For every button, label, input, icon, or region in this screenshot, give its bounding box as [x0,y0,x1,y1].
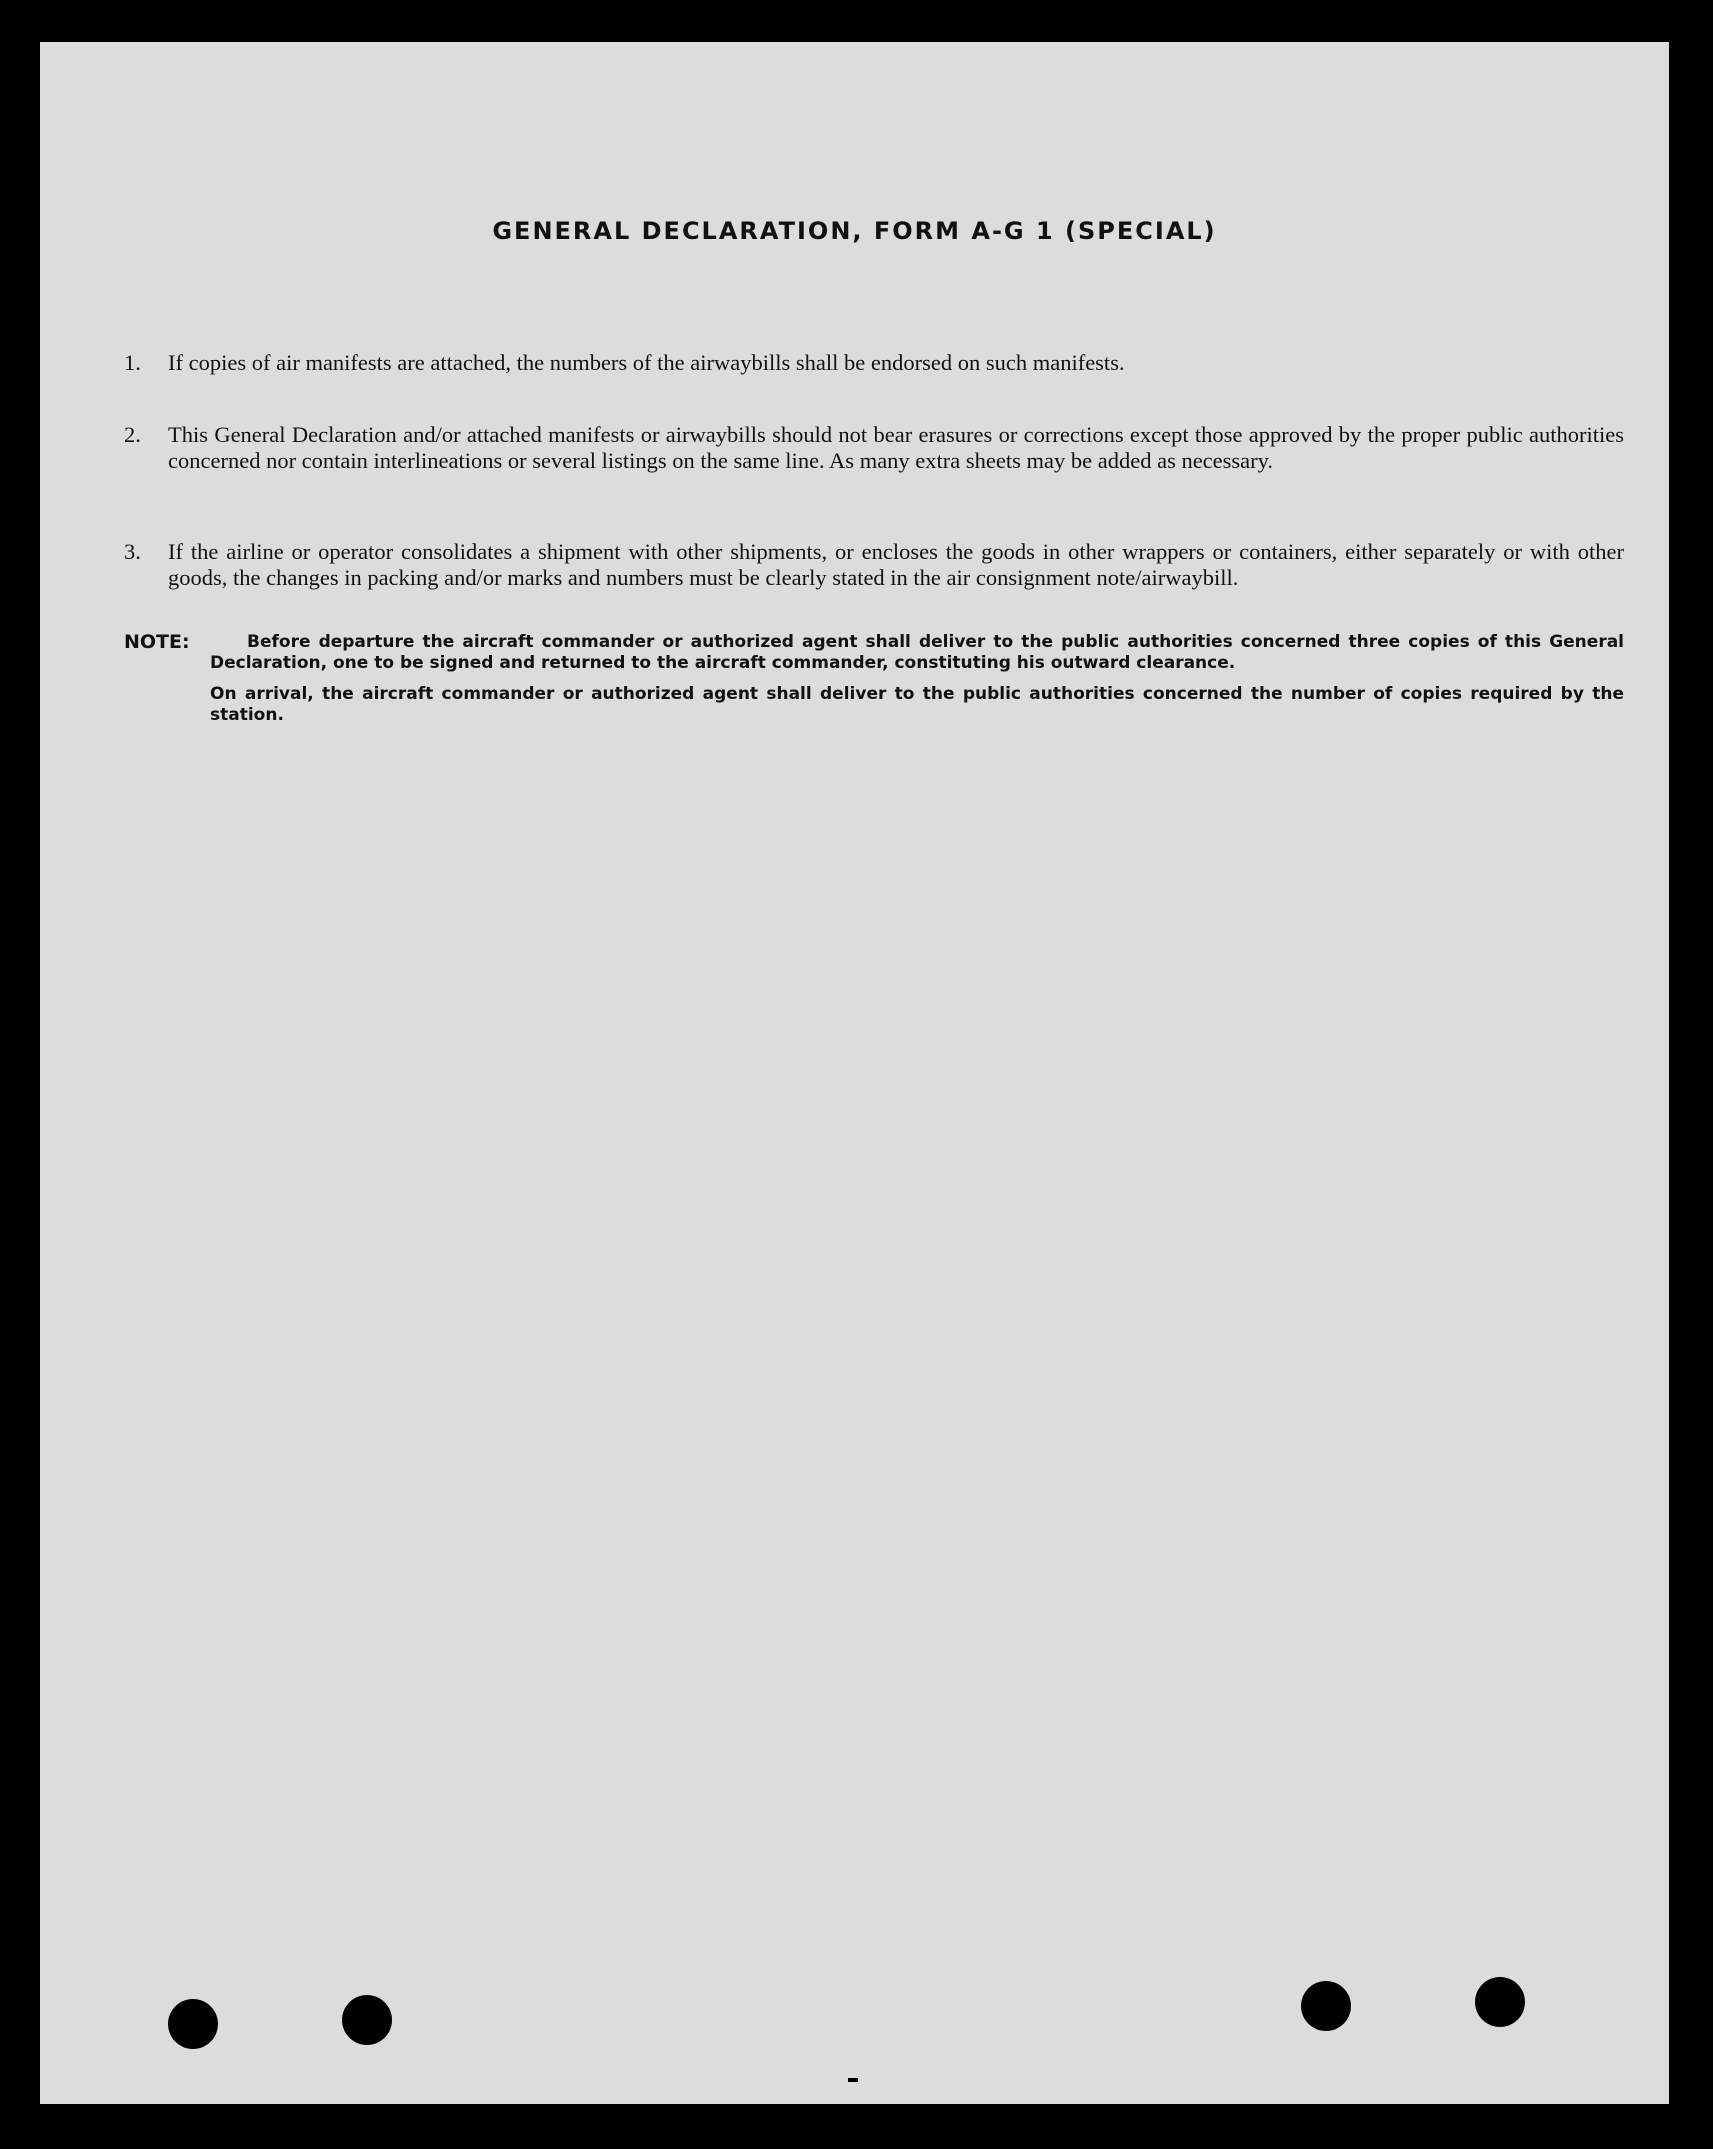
note-paragraph-arrival: On arrival, the aircraft commander or authorized agent shall deliver to the public authorities concerned the number of copies required by the station. [210,684,1624,725]
document-page [40,42,1669,2104]
item-number: 3. [124,539,141,564]
note-label: NOTE: [124,631,190,653]
item-number: 1. [124,350,141,375]
note-paragraph-departure: Before departure the aircraft commander or authorized agent shall deliver to the public authorities concerned three copies of this General Declaration, one to be signed and returned to the aircraft commander, constituting his outward clearance. [210,632,1624,673]
punch-hole-right-1 [1301,1981,1351,2031]
document-title: GENERAL DECLARATION, FORM A-G 1 (SPECIAL) [492,217,1217,245]
instruction-item-1 [124,350,1624,376]
item-text: If copies of air manifests are attached, the numbers of the airwaybills shall be endorsed on such manifests. [168,350,1125,375]
note-section [124,632,1624,726]
punch-hole-left-2 [342,1995,392,2045]
instruction-item-2 [124,422,1624,474]
scan-speck [848,2078,858,2082]
instruction-item-3 [124,539,1624,591]
item-text: If the airline or operator consolidates a shipment with other shipments, or encloses the goods in other wrappers or containers, either separately or with other goods, the changes in packing and/or marks and numbers must be clearly stated in the air consignment note/airwaybill. [168,539,1624,590]
punch-hole-left-1 [168,1999,218,2049]
punch-hole-right-2 [1475,1977,1525,2027]
item-number: 2. [124,422,141,447]
item-text: This General Declaration and/or attached manifests or airwaybills should not bear erasures or corrections except those approved by the proper public authorities concerned nor contain interlineations or several listings on the same line. As many extra sheets may be added as necessary. [168,422,1624,473]
